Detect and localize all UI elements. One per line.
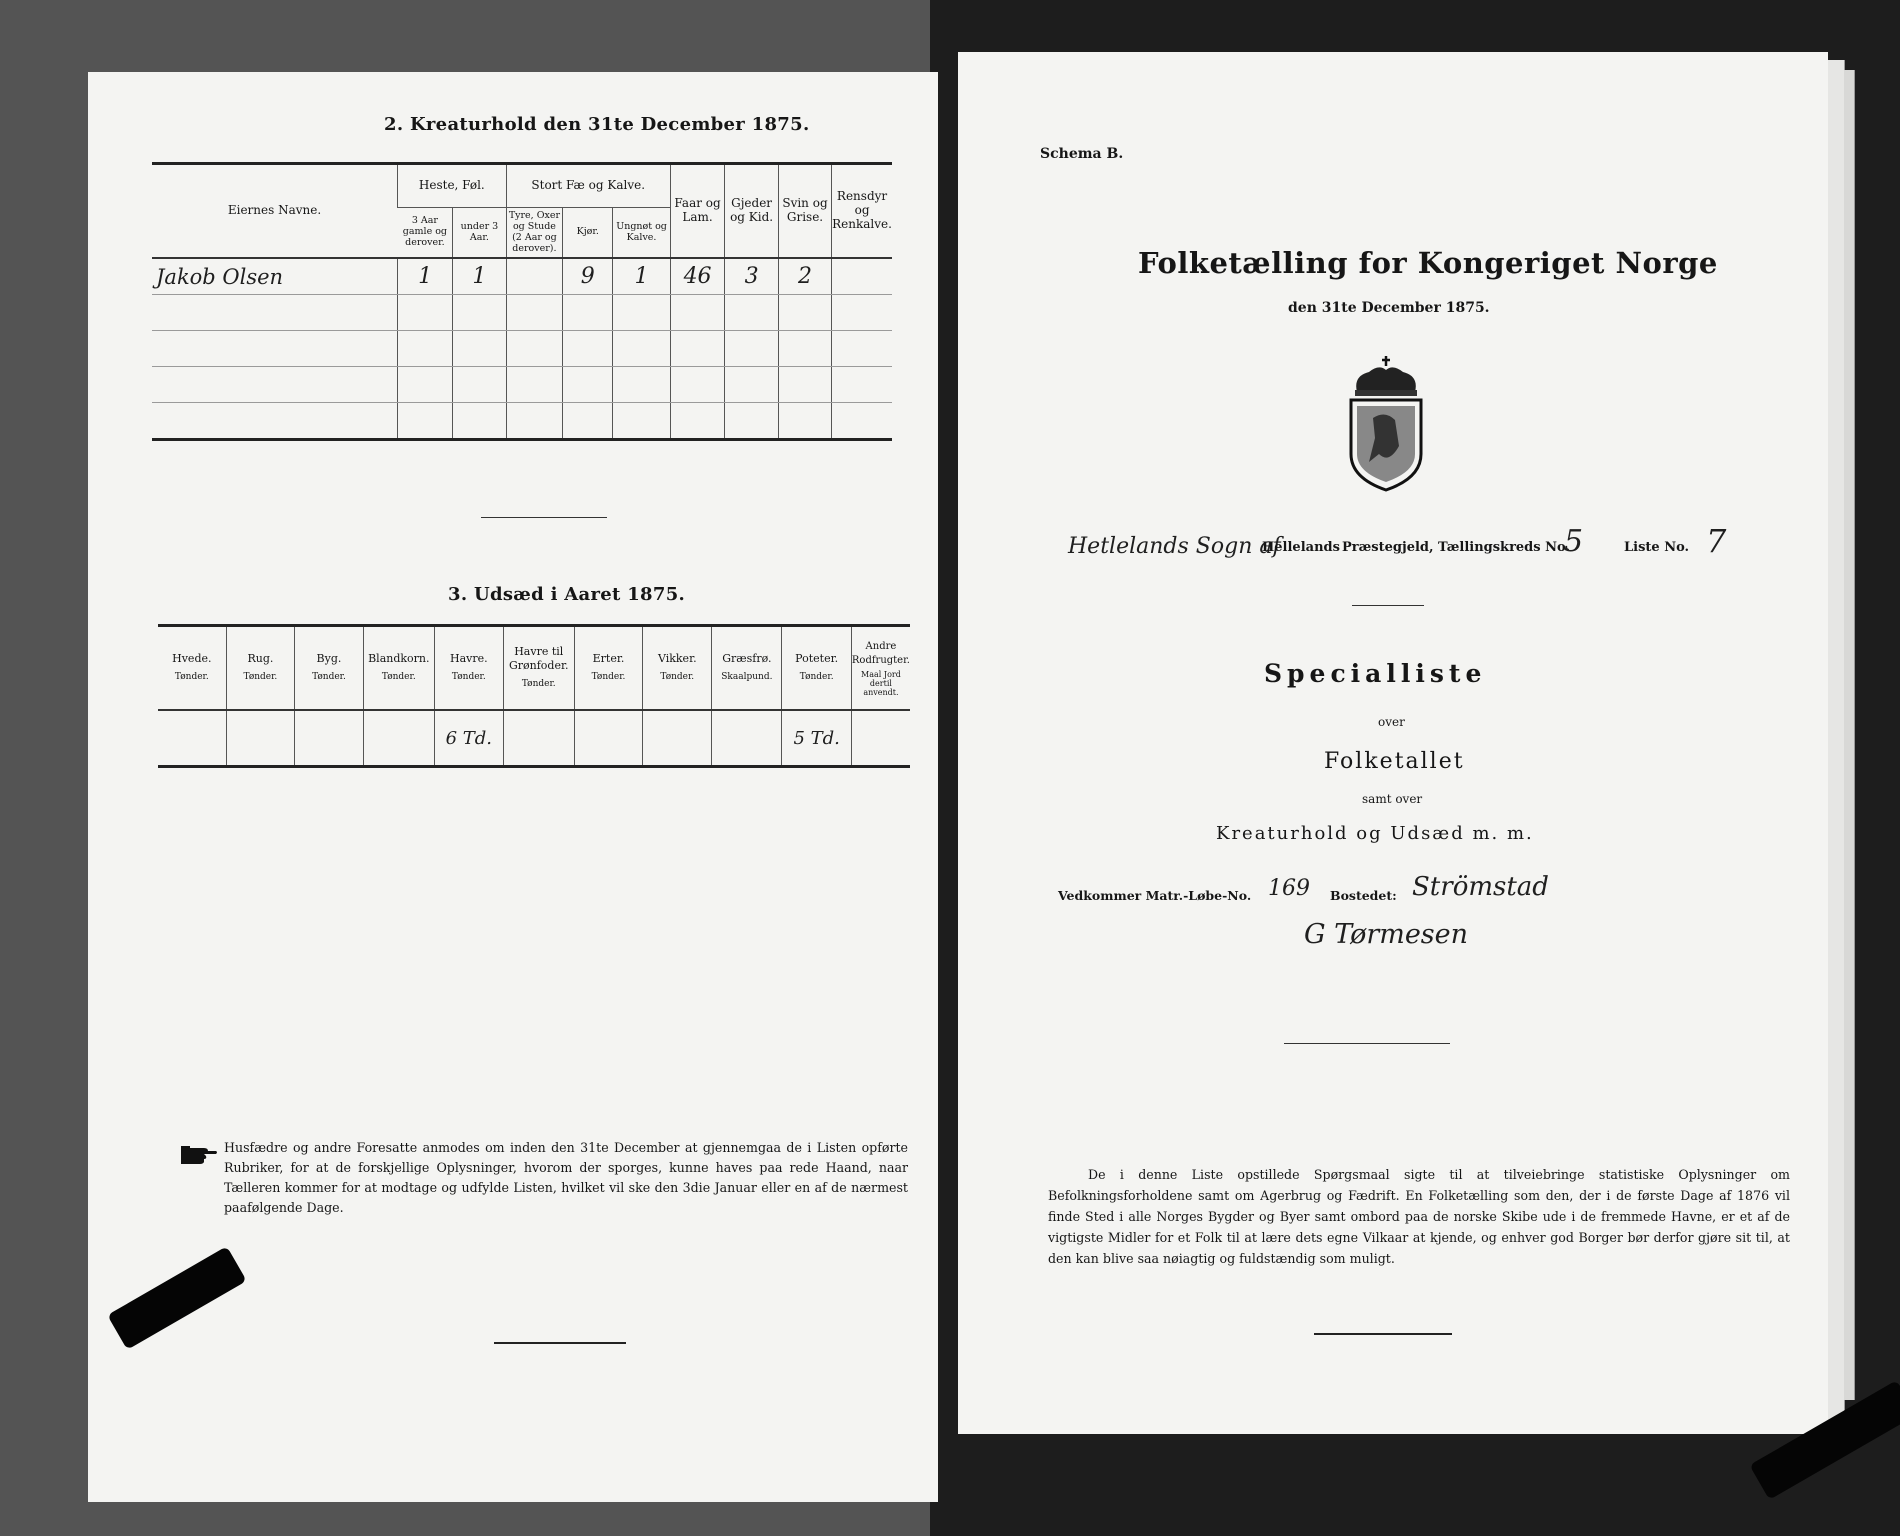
samt-over-label: samt over bbox=[1362, 792, 1423, 806]
bulls-value bbox=[506, 258, 563, 295]
oats-header bbox=[434, 626, 503, 711]
table-row bbox=[152, 331, 892, 367]
instructions-notice: Husfædre og andre Foresatte anmodes om inden den 31te December at gjennemgaa de i Listen opførte Rubriker, for at de forskjellige Oplysninger, hvorom der sporges, kunne haves paa rede Haand, naar Tælleren kommer for at modtage og udfylde Listen, hvilket vil ske den 3die Januar eller en af de nærmest paafølgende Dage. bbox=[224, 1140, 908, 1215]
owner-name: Jakob Olsen bbox=[152, 258, 398, 295]
peas-value bbox=[574, 710, 643, 767]
place-printed: Hellelands bbox=[1262, 540, 1340, 555]
matr-label: Vedkommer Matr.-Løbe-No. bbox=[1058, 888, 1252, 903]
mixed-grain-value bbox=[363, 710, 434, 767]
header-label: Blandkorn. bbox=[368, 652, 430, 665]
census-title: Folketælling for Kongeriget Norge bbox=[1138, 246, 1718, 280]
table-row bbox=[152, 258, 892, 295]
reindeer-value bbox=[832, 258, 892, 295]
place-handwritten: Hetlelands Sogn af bbox=[1068, 534, 1281, 559]
table-row bbox=[158, 710, 910, 767]
header-label: Byg. bbox=[316, 652, 342, 665]
matr-number: 169 bbox=[1268, 876, 1310, 901]
kreaturhold-label: Kreaturhold og Udsæd m. m. bbox=[1216, 823, 1534, 844]
root-crops-value bbox=[851, 710, 910, 767]
header-unit: Skaalpund. bbox=[721, 672, 773, 683]
section-2-title: 2. Kreaturhold den 31te December 1875. bbox=[384, 114, 810, 135]
table-row bbox=[152, 367, 892, 403]
sheet-edge bbox=[1828, 60, 1845, 1420]
horses-young-value: 1 bbox=[453, 258, 506, 295]
green-oats-header bbox=[503, 626, 574, 711]
barley-header bbox=[295, 626, 364, 711]
root-crops-header bbox=[851, 626, 910, 711]
header-unit: Tønder. bbox=[312, 672, 346, 683]
header-label: Havre. bbox=[450, 652, 488, 665]
livestock-table bbox=[152, 162, 892, 441]
vetch-header bbox=[643, 626, 712, 711]
horses-old-value: 1 bbox=[398, 258, 453, 295]
tallingskreds-number: 5 bbox=[1564, 524, 1584, 559]
specialliste-heading: Specialliste bbox=[1264, 659, 1487, 688]
divider bbox=[481, 517, 607, 518]
header-unit: Tønder. bbox=[451, 672, 486, 683]
potatoes-value: 5 Td. bbox=[782, 710, 851, 767]
header-label: Poteter. bbox=[795, 652, 839, 665]
enumerator-signature: G Tørmesen bbox=[1304, 919, 1469, 950]
peas-header bbox=[574, 626, 643, 711]
seed-table bbox=[158, 624, 910, 768]
cows-header: Kjør. bbox=[563, 208, 613, 258]
header-label: Rug. bbox=[247, 652, 274, 665]
vetch-value bbox=[643, 710, 712, 767]
header-unit: Tønder. bbox=[591, 672, 626, 683]
divider bbox=[494, 1342, 626, 1344]
owner-header: Eiernes Navne. bbox=[152, 164, 398, 259]
grass-seed-header bbox=[712, 626, 782, 711]
barley-value bbox=[295, 710, 364, 767]
header-unit: Maal Jord dertil anvendt. bbox=[861, 669, 901, 697]
header-unit: Tønder. bbox=[174, 672, 209, 683]
schema-label: Schema B. bbox=[1040, 146, 1124, 162]
grass-seed-value bbox=[712, 710, 782, 767]
folketallet-label: Folketallet bbox=[1324, 749, 1465, 774]
section-3-title: 3. Udsæd i Aaret 1875. bbox=[448, 584, 686, 605]
header-label: Andre Rodfrugter. bbox=[851, 640, 910, 667]
header-unit: Tønder. bbox=[521, 679, 556, 690]
cows-value: 9 bbox=[563, 258, 613, 295]
header-label: Erter. bbox=[592, 652, 625, 665]
cattle-header: Stort Fæ og Kalve. bbox=[506, 164, 670, 208]
table-row bbox=[152, 295, 892, 331]
header-unit: Tønder. bbox=[381, 672, 416, 683]
young-cattle-value: 1 bbox=[613, 258, 671, 295]
rye-header bbox=[226, 626, 295, 711]
bostedet-value: Strömstad bbox=[1412, 872, 1549, 902]
pigs-header: Svin og Grise. bbox=[778, 164, 831, 259]
green-oats-value bbox=[503, 710, 574, 767]
pigs-value: 2 bbox=[778, 258, 831, 295]
header-label: Havre til Grønfoder. bbox=[508, 644, 569, 673]
reindeer-header: Rensdyr og Renkalve. bbox=[832, 164, 892, 259]
sheep-value: 46 bbox=[670, 258, 724, 295]
young-cattle-header: Ungnøt og Kalve. bbox=[613, 208, 671, 258]
potatoes-header bbox=[782, 626, 851, 711]
horses-old-header: 3 Aar gamle og derover. bbox=[398, 208, 453, 258]
header-unit: Tønder. bbox=[660, 672, 695, 683]
bostedet-label: Bostedet: bbox=[1330, 888, 1397, 903]
oats-value: 6 Td. bbox=[434, 710, 503, 767]
horses-header: Heste, Føl. bbox=[398, 164, 507, 208]
census-date: den 31te December 1875. bbox=[1288, 300, 1490, 316]
pointing-hand-icon bbox=[180, 1142, 218, 1168]
liste-label: Liste No. bbox=[1624, 540, 1690, 555]
sheet-edge bbox=[1844, 70, 1855, 1400]
right-page bbox=[958, 52, 1828, 1434]
header-unit: Tønder. bbox=[799, 672, 834, 683]
divider bbox=[1284, 1043, 1450, 1044]
header-label: Hvede. bbox=[172, 652, 212, 665]
horses-young-header: under 3 Aar. bbox=[453, 208, 506, 258]
liste-number: 7 bbox=[1706, 522, 1727, 560]
divider bbox=[1352, 605, 1424, 606]
wheat-value bbox=[158, 710, 226, 767]
prestegjeld-label: Præstegjeld, Tællingskreds No. bbox=[1342, 540, 1570, 555]
header-label: Græsfrø. bbox=[722, 652, 772, 665]
header-unit: Tønder. bbox=[243, 672, 278, 683]
bulls-header: Tyre, Oxer og Stude (2 Aar og derover). bbox=[506, 208, 563, 258]
wheat-header bbox=[158, 626, 226, 711]
goats-header: Gjeder og Kid. bbox=[725, 164, 779, 259]
table-row bbox=[152, 403, 892, 440]
rye-value bbox=[226, 710, 295, 767]
purpose-notice: De i denne Liste opstillede Spørgsmaal sigte til at tilveiebringe statistiske Oplysninger om Befolkningsforholdene samt om Agerbrug og Fædrift. En Folketælling som den, der i de første Dage af 1876 vil finde Sted i alle Norges Bygder og Byer samt ombord paa de norske Skibe ude i de fremmede Havne, er et af de vigtigste Midler for et Folk til at lære dets egne Vilkaar at kjende, og enhver god Borger bør derfor gjøre sit til, at den kan blive saa nøiagtig og fuldstændig som muligt. bbox=[1048, 1167, 1790, 1266]
sheep-header: Faar og Lam. bbox=[670, 164, 724, 259]
header-label: Vikker. bbox=[657, 652, 697, 665]
divider bbox=[1314, 1333, 1452, 1335]
mixed-grain-header bbox=[363, 626, 434, 711]
coat-of-arms-icon bbox=[1339, 354, 1433, 492]
goats-value: 3 bbox=[725, 258, 779, 295]
over-label: over bbox=[1378, 715, 1405, 729]
